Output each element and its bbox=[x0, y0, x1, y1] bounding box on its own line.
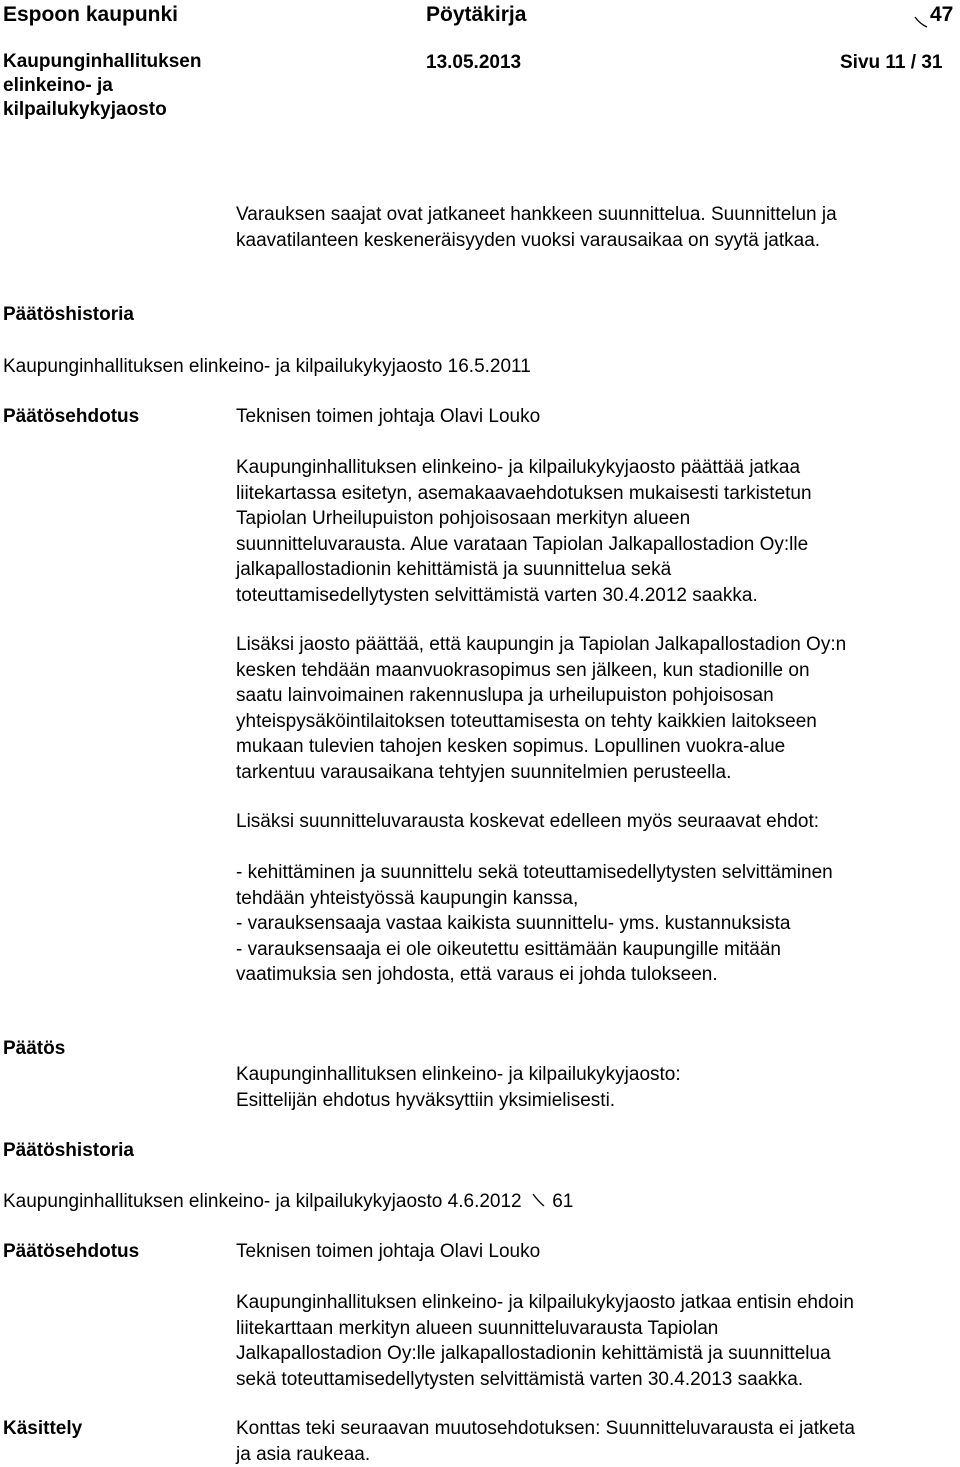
intro-paragraph bbox=[236, 202, 960, 253]
proposal-label: Päätösehdotus bbox=[3, 1241, 140, 1262]
presenter: Teknisen toimen johtaja Olavi Louko bbox=[236, 1241, 541, 1262]
committee-line: Kaupunginhallituksen bbox=[3, 51, 202, 72]
handling-label: Käsittely bbox=[3, 1418, 83, 1439]
proposal-paragraph bbox=[236, 455, 960, 608]
text-line: Konttas teki seuraavan muutosehdotuksen: Suunnitteluvarausta ei jatketa bbox=[236, 1418, 855, 1439]
text-line: vaatimuksia sen johdosta, että varaus ei johda tulokseen. bbox=[236, 964, 718, 985]
text-line: Lisäksi suunnitteluvarausta koskevat edelleen myös seuraavat ehdot: bbox=[236, 811, 820, 832]
document-type: Pöytäkirja bbox=[426, 3, 527, 26]
conditions-intro bbox=[236, 809, 960, 835]
decision-text bbox=[236, 1062, 960, 1113]
text-line: Lisäksi jaosto päättää, että kaupungin ja Tapiolan Jalkapallostadion Oy:n bbox=[236, 634, 847, 655]
page-number: Sivu 11 / 31 bbox=[840, 52, 943, 73]
history-heading: Päätöshistoria bbox=[3, 1140, 134, 1161]
handling-text bbox=[236, 1416, 960, 1467]
text-line: jalkapallostadionin kehittämistä ja suunnittelua sekä bbox=[236, 559, 672, 580]
text-line: - varauksensaaja vastaa kaikista suunnittelu- yms. kustannuksista bbox=[236, 913, 791, 934]
text-line: toteuttamisedellytysten selvittämistä varten 30.4.2012 saakka. bbox=[236, 584, 758, 606]
text-line: liitekartassa esitetyn, asemakaavaehdotuksen mukaisesti tarkistetun bbox=[236, 482, 812, 504]
section-number: 61 bbox=[552, 1191, 574, 1212]
presenter: Teknisen toimen johtaja Olavi Louko bbox=[236, 406, 541, 427]
text-line: saatu lainvoimainen rakennuslupa ja urheilupuiston pohjoisosan bbox=[236, 685, 774, 706]
proposal-paragraph bbox=[236, 1290, 960, 1392]
text-line: Jalkapallostadion Oy:lle jalkapallostadionin kehittämistä ja suunnittelua bbox=[236, 1343, 831, 1364]
text-line: kesken tehdään maanvuokrasopimus sen jälkeen, kun stadionille on bbox=[236, 659, 810, 681]
text-line: yhteispysäköintilaitoksen toteuttamisesta on tehty kaikkien laitokseen bbox=[236, 710, 817, 732]
text-line: liitekarttaan merkityn alueen suunnitteluvarausta Tapiolan bbox=[236, 1317, 719, 1339]
text-line: - kehittäminen ja suunnittelu sekä toteuttamisedellytysten selvittäminen bbox=[236, 862, 833, 883]
text-line: mukaan tulevien tahojen kesken sopimus. Lopullinen vuokra-alue bbox=[236, 736, 786, 757]
meeting-date: 13.05.2013 bbox=[426, 52, 522, 73]
text-line: tarkentuu varausaikana tehtyjen suunnitelmien perusteella. bbox=[236, 761, 732, 783]
meeting-reference bbox=[3, 1189, 573, 1214]
text-line: tehdään yhteistyössä kaupungin kanssa, bbox=[236, 887, 579, 909]
decision-label: Päätös bbox=[3, 1038, 66, 1059]
proposal-label: Päätösehdotus bbox=[3, 406, 140, 427]
text-line: Kaupunginhallituksen elinkeino- ja kilpailukykyjaosto jatkaa entisin ehdoin bbox=[236, 1292, 854, 1313]
text-line: sekä toteuttamisedellytysten selvittämistä varten 30.4.2013 saakka. bbox=[236, 1368, 804, 1390]
lease-paragraph bbox=[236, 632, 960, 785]
text-line: - varauksensaaja ei ole oikeutettu esittämään kaupungille mitään bbox=[236, 938, 781, 960]
committee-name bbox=[3, 50, 201, 122]
conditions-list bbox=[236, 860, 960, 988]
text-line: Kaupunginhallituksen elinkeino- ja kilpailukykyjaosto: bbox=[236, 1064, 681, 1085]
text-line: Varauksen saajat ovat jatkaneet hankkeen suunnittelua. Suunnittelun ja bbox=[236, 204, 837, 225]
text-line: ja asia raukeaa. bbox=[236, 1443, 371, 1465]
organization-name: Espoon kaupunki bbox=[3, 3, 179, 26]
section-mark-icon bbox=[531, 1191, 545, 1209]
section-mark-icon bbox=[914, 16, 928, 28]
history-heading: Päätöshistoria bbox=[3, 304, 134, 325]
committee-line: kilpailukykyjaosto bbox=[3, 99, 167, 120]
meeting-reference: Kaupunginhallituksen elinkeino- ja kilpailukykyjaosto 16.5.2011 bbox=[3, 356, 531, 377]
committee-line: elinkeino- ja bbox=[3, 75, 113, 96]
text-line: kaavatilanteen keskeneräisyyden vuoksi varausaikaa on syytä jatkaa. bbox=[236, 229, 821, 251]
text-line: Tapiolan Urheilupuiston pohjoisosaan merkityn alueen bbox=[236, 508, 691, 529]
text-line: suunnitteluvarausta. Alue varataan Tapiolan Jalkapallostadion Oy:lle bbox=[236, 533, 809, 555]
meeting-text: Kaupunginhallituksen elinkeino- ja kilpailukykyjaosto 4.6.2012 bbox=[3, 1191, 522, 1212]
text-line: Esittelijän ehdotus hyväksyttiin yksimielisesti. bbox=[236, 1089, 616, 1111]
section-number: 47 bbox=[930, 3, 954, 26]
text-line: Kaupunginhallituksen elinkeino- ja kilpailukykyjaosto päättää jatkaa bbox=[236, 457, 801, 478]
